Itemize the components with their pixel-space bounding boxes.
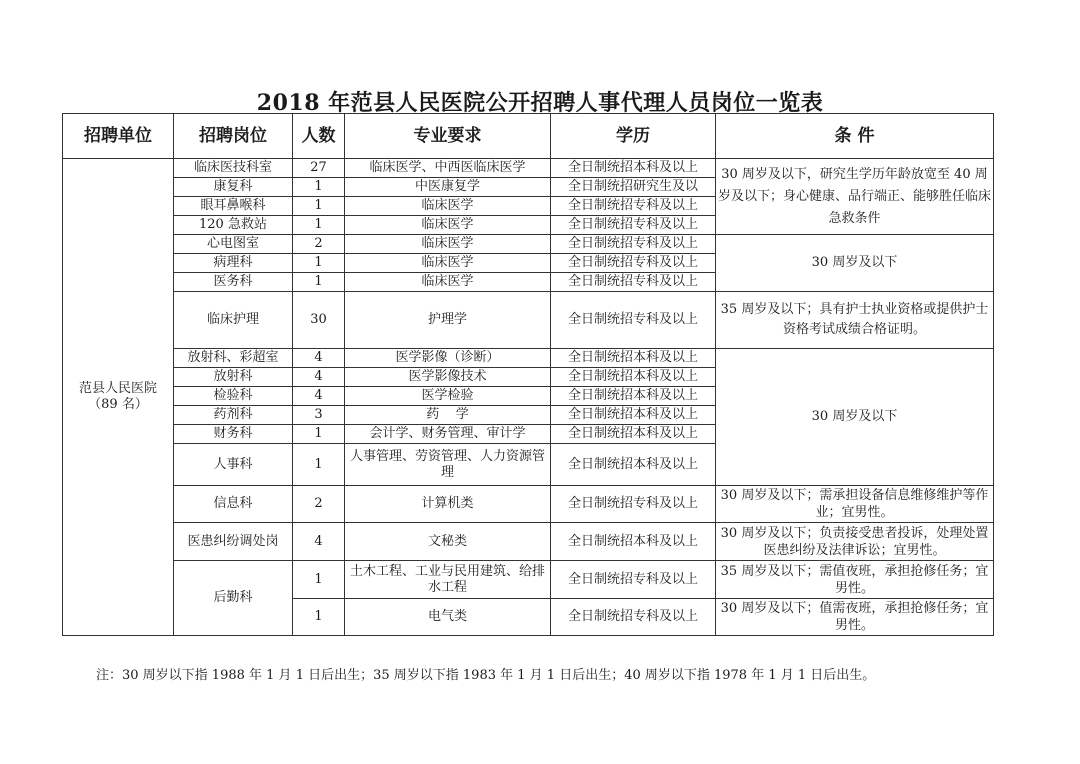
- table-row: [63, 523, 994, 561]
- table-row: [63, 235, 994, 254]
- page-title: 2018 年范县人民医院公开招聘人事代理人员岗位一览表: [256, 90, 824, 116]
- post-cell: 医患纠纷调处岗: [174, 523, 293, 561]
- major-cell: 会计学、财务管理、审计学: [345, 425, 551, 444]
- recruitment-table: [62, 113, 994, 636]
- edu-cell: 全日制统招专科及以上: [551, 599, 716, 636]
- major-cell: 计算机类: [345, 486, 551, 523]
- post-cell: 心电图室: [174, 235, 293, 254]
- table-row: [63, 159, 994, 178]
- major-cell: 医学检验: [345, 387, 551, 406]
- major-cell: 临床医学: [345, 254, 551, 273]
- table-row: [63, 561, 994, 599]
- condition-cell: 30 周岁及以下；负责接受患者投诉，处理处置医患纠纷及法律诉讼；宜男性。: [716, 523, 994, 561]
- major-cell: 临床医学: [345, 273, 551, 292]
- major-cell: 临床医学、中西医临床医学: [345, 159, 551, 178]
- post-cell: 信息科: [174, 486, 293, 523]
- count-cell: 4: [293, 349, 345, 368]
- post-cell: 后勤科: [174, 561, 293, 636]
- edu-cell: 全日制统招本科及以上: [551, 406, 716, 425]
- unit-cell: [63, 159, 174, 636]
- header-post: 招聘岗位: [174, 114, 293, 159]
- count-cell: 1: [293, 425, 345, 444]
- count-cell: 1: [293, 254, 345, 273]
- major-cell: 护理学: [345, 292, 551, 349]
- major-cell: 临床医学: [345, 197, 551, 216]
- count-cell: 1: [293, 561, 345, 599]
- edu-cell: 全日制统招专科及以上: [551, 216, 716, 235]
- condition-cell: 35 周岁及以下；具有护士执业资格或提供护士资格考试成绩合格证明。: [716, 292, 994, 349]
- edu-cell: 全日制统招专科及以上: [551, 486, 716, 523]
- post-cell: 临床护理: [174, 292, 293, 349]
- unit-name: 范县人民医院: [78, 381, 157, 396]
- condition-cell: 30 周岁及以下；需承担设备信息维修维护等作业；宜男性。: [716, 486, 994, 523]
- header-cond: 条 件: [716, 114, 994, 159]
- post-cell: 放射科、彩超室: [174, 349, 293, 368]
- header-unit: 招聘单位: [63, 114, 174, 159]
- header-major: 专业要求: [345, 114, 551, 159]
- post-cell: 病理科: [174, 254, 293, 273]
- edu-cell: 全日制统招专科及以上: [551, 292, 716, 349]
- major-cell: 医学影像（诊断）: [345, 349, 551, 368]
- header-count: 人数: [293, 114, 345, 159]
- footnote: 注：30 周岁以下指 1988 年 1 月 1 日后出生；35 周岁以下指 1983 年 1 月 1 日后出生；40 周岁以下指 1978 年 1 月 1 日后出生。: [96, 668, 876, 683]
- major-cell: 药 学: [345, 406, 551, 425]
- major-cell: 中医康复学: [345, 178, 551, 197]
- major-cell: 临床医学: [345, 216, 551, 235]
- count-cell: 1: [293, 444, 345, 486]
- count-cell: 1: [293, 216, 345, 235]
- post-cell: 临床医技科室: [174, 159, 293, 178]
- edu-cell: 全日制统招本科及以上: [551, 444, 716, 486]
- post-cell: 康复科: [174, 178, 293, 197]
- condition-cell: 30 周岁及以下，研究生学历年龄放宽至 40 周岁及以下；身心健康、品行端正、能够胜任临床急救条件: [716, 159, 994, 235]
- edu-cell: 全日制统招专科及以上: [551, 197, 716, 216]
- edu-cell: 全日制统招专科及以上: [551, 235, 716, 254]
- condition-cell: 30 周岁及以下: [716, 235, 994, 292]
- count-cell: 3: [293, 406, 345, 425]
- count-cell: 4: [293, 523, 345, 561]
- count-cell: 1: [293, 273, 345, 292]
- major-cell: 临床医学: [345, 235, 551, 254]
- edu-cell: 全日制统招专科及以上: [551, 273, 716, 292]
- post-cell: 人事科: [174, 444, 293, 486]
- count-cell: 4: [293, 368, 345, 387]
- condition-cell: 30 周岁及以下；值需夜班，承担抢修任务；宜男性。: [716, 599, 994, 636]
- post-cell: 医务科: [174, 273, 293, 292]
- count-cell: 4: [293, 387, 345, 406]
- post-cell: 120 急救站: [174, 216, 293, 235]
- count-cell: 30: [293, 292, 345, 349]
- major-cell: 医学影像技术: [345, 368, 551, 387]
- table-row: [63, 349, 994, 368]
- count-cell: 27: [293, 159, 345, 178]
- unit-count: （89 名）: [88, 397, 148, 412]
- edu-cell: 全日制统招本科及以上: [551, 387, 716, 406]
- edu-cell: 全日制统招本科及以上: [551, 349, 716, 368]
- condition-cell: 35 周岁及以下；需值夜班，承担抢修任务；宜男性。: [716, 561, 994, 599]
- edu-cell: 全日制统招专科及以上: [551, 561, 716, 599]
- post-cell: 检验科: [174, 387, 293, 406]
- edu-cell: 全日制统招研究生及以: [551, 178, 716, 197]
- count-cell: 1: [293, 599, 345, 636]
- major-cell: 人事管理、劳资管理、人力资源管理: [345, 444, 551, 486]
- edu-cell: 全日制统招本科及以上: [551, 425, 716, 444]
- condition-cell: 30 周岁及以下: [716, 349, 994, 486]
- post-cell: 药剂科: [174, 406, 293, 425]
- table-row: [63, 486, 994, 523]
- header-edu: 学历: [551, 114, 716, 159]
- major-cell: 土木工程、工业与民用建筑、给排水工程: [345, 561, 551, 599]
- edu-cell: 全日制统招专科及以上: [551, 254, 716, 273]
- major-cell: 文秘类: [345, 523, 551, 561]
- post-cell: 财务科: [174, 425, 293, 444]
- edu-cell: 全日制统招本科及以上: [551, 159, 716, 178]
- edu-cell: 全日制统招本科及以上: [551, 523, 716, 561]
- header-row: [63, 114, 994, 159]
- major-cell: 电气类: [345, 599, 551, 636]
- count-cell: 1: [293, 197, 345, 216]
- edu-cell: 全日制统招本科及以上: [551, 368, 716, 387]
- post-cell: 眼耳鼻喉科: [174, 197, 293, 216]
- count-cell: 2: [293, 486, 345, 523]
- count-cell: 2: [293, 235, 345, 254]
- count-cell: 1: [293, 178, 345, 197]
- table-row: [63, 292, 994, 349]
- post-cell: 放射科: [174, 368, 293, 387]
